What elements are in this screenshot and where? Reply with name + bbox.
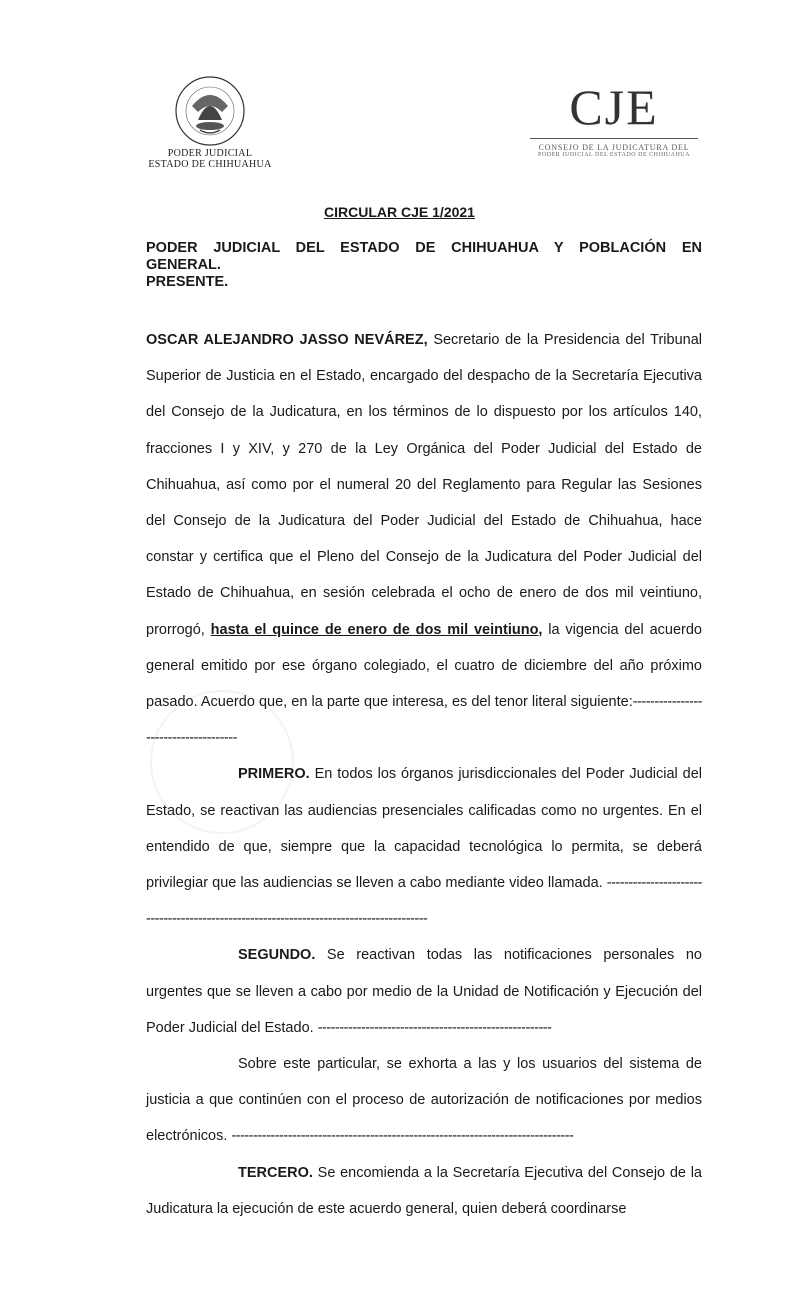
cje-name-line2: PODER JUDICIAL DEL ESTADO DE CHIHUAHUA bbox=[538, 152, 690, 158]
cje-divider bbox=[530, 138, 698, 139]
signatory-name: OSCAR ALEJANDRO JASSO NEVÁREZ, bbox=[146, 332, 428, 348]
highlighted-date: hasta el quince de enero de dos mil veintiuno, bbox=[210, 621, 543, 638]
exhorto-text: Sobre este particular, se exhorta a las y los usuarios del sistema de justicia a que continúen con el proceso de autorización de notificaciones por medios electrónicos. bbox=[146, 1056, 702, 1145]
addressee-line3: PRESENTE. bbox=[146, 274, 229, 290]
primero-paragraph bbox=[146, 756, 702, 937]
intro-paragraph bbox=[146, 322, 702, 756]
seal-caption-line2: ESTADO DE CHIHUAHUA bbox=[148, 159, 272, 170]
seal-caption-line1: PODER JUDICIAL bbox=[167, 148, 253, 159]
tercero-paragraph bbox=[146, 1155, 702, 1227]
intro-text-1: Secretario de la Presidencia del Tribunal Superior de Justicia en el Estado, encargado del despacho de la Secretaría Ejecutiva del Consejo de la Judicatura, en los términos de lo dispuesto por los artículos 140, fracciones I y XIV, y 270 de la Ley Orgánica del Poder Judicial del Estado de Chihuahua, así como por el numeral 20 del Reglamento para Regular las Sesiones del Consejo de la Judicatura del Poder Judicial del Estado de Chihuahua, hace constar y certifica que el Pleno del Consejo de la Judicatura del Poder Judicial del Estado de Chihuahua, en sesión celebrada el ocho de enero de dos mil veintiuno, prorrogó, bbox=[146, 332, 702, 638]
poder-judicial-seal-block bbox=[140, 74, 280, 170]
cje-name-line1: CONSEJO DE LA JUDICATURA DEL bbox=[538, 143, 690, 152]
segundo-paragraph bbox=[146, 937, 702, 1046]
addressee-block bbox=[146, 240, 702, 291]
primero-text: En todos los órganos jurisdiccionales del Poder Judicial del Estado, se reactivan las audiencias presenciales calificadas como no urgentes. En el entendido de que, siempre que la capacidad tecnológica lo permita, se deberá privilegiar que las audiencias se lleven a cabo mediante video llamada. bbox=[146, 766, 702, 892]
tercero-label: TERCERO. bbox=[238, 1164, 313, 1181]
coat-of-arms-seal-icon bbox=[170, 74, 250, 148]
exhorto-paragraph bbox=[146, 1046, 702, 1155]
cje-logo-block bbox=[530, 79, 698, 159]
document-body bbox=[146, 322, 702, 1227]
segundo-text: Se reactivan todas las notificaciones personales no urgentes que se lleven a cabo por medio de la Unidad de Notificación y Ejecución del Poder Judicial del Estado. bbox=[146, 947, 702, 1036]
addressee-line2: GENERAL. bbox=[146, 257, 221, 273]
addressee-line1: PODER JUDICIAL DEL ESTADO DE CHIHUAHUA Y POBLACIÓN EN bbox=[146, 240, 702, 256]
primero-dashes: --------------------------------------------------------------------------------------- bbox=[146, 875, 702, 928]
segundo-label: SEGUNDO. bbox=[238, 947, 316, 964]
segundo-dashes: ------------------------------------------------------ bbox=[317, 1019, 552, 1036]
tercero-text: Se encomienda a la Secretaría Ejecutiva del Consejo de la Judicatura la ejecución de este acuerdo general, quien deberá coordinarse bbox=[146, 1164, 702, 1217]
cje-logo: CJE bbox=[569, 79, 659, 135]
primero-label: PRIMERO. bbox=[238, 766, 310, 783]
exhorto-dashes: ------------------------------------------------------------------------------- bbox=[231, 1128, 574, 1145]
circular-title: CIRCULAR CJE 1/2021 bbox=[324, 204, 475, 220]
intro-text-2: la vigencia del acuerdo general emitido por ese órgano colegiado, el cuatro de diciembre del año próximo pasado. Acuerdo que, en la parte que interesa, es del tenor literal siguiente: bbox=[146, 621, 702, 711]
intro-dashes: ------------------------------------- bbox=[146, 694, 702, 747]
